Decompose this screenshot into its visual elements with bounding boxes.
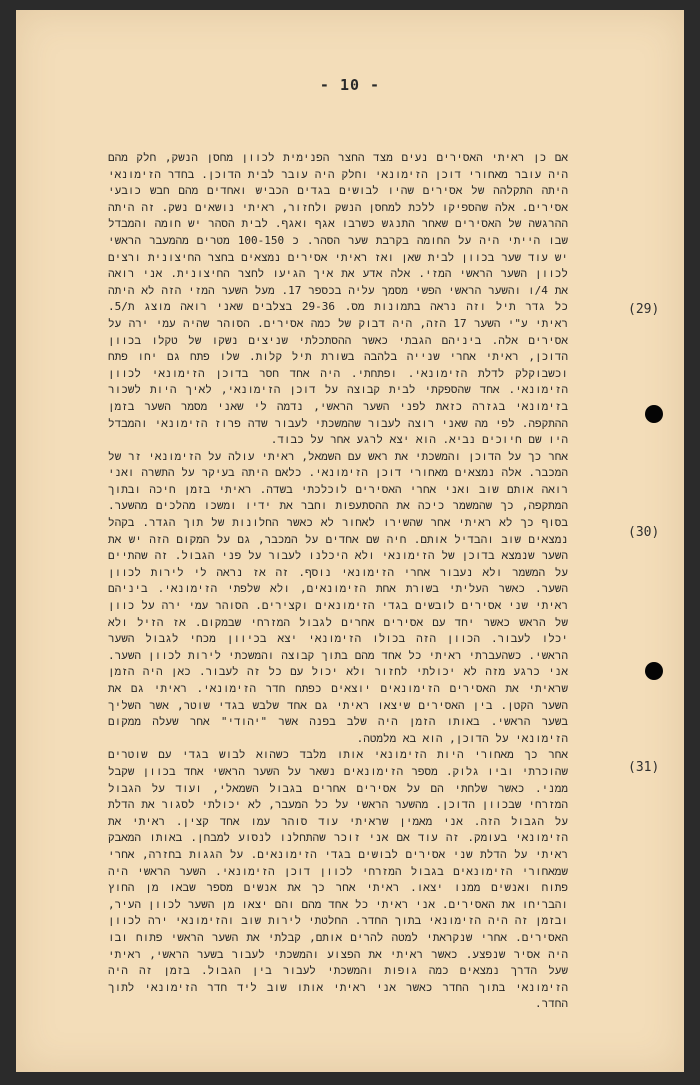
document-page (16, 10, 684, 1072)
punch-hole-top (645, 405, 663, 423)
body-text (108, 150, 568, 1013)
margin-note-30: (30) (628, 525, 660, 540)
paragraph-1: אם כן ראיתי האסירים נעים מצד החצר הפנימית לכוון מחסן הנשק, חלק מהם היה עובר מאחורי דוכן הזימונאי וחלק היה עובר לבית הדוכן. בחדר הזימונאי היתה התקלהה של אסירים שהיו לבושים בגדים הכביש ואחדים מהם חבש כובעי אסירים. אלה שהספיקו ללכת למחסן הנשק ולחזור, ראיתי נושאים נשק. זה היתה ההרגשה של האסירים שאחר התנגש כשרבו אגף ואגף. לבית הסהר יש חומה והמבדל שבו הייתי היה על החומה בקרבת שער הסהר. כ 100-150 מטרים מהמעבר הראשי יש עוד שער בכוון לבית שאן ואז ראיתי אסירים נמצאים בחצר החיצונית ורצים לכוון השער הראשי המזי. אלה אדע את איך הגיעו לחצר החיצונית. אני רואה את 4/ו והשער הראשי הפשי מסמך עליה בכספר 17. מעל השער המזי הזה לא היתה כל גדר תיל וזה נראה בתמונות מס. 29-36 בצלבים שאני רואה מוצג ת/5. ראיתי ע"י השער 17 הזה, היה דבוק של כמה אסירים. הסוהר שהיה עמי ירה על אסירים אלה. ביניהם הגבתי כאשר ההסתכלתי שניצים נשקו של טקלו בכוון הדוכן, ראיתי אחרי שנייה בלהבה בשורת תיל קלות. שלו פתח גם יחו פתח וכשבוקלק לדלת הזימונאי. ופתחתי. היה אחד חסר בדוכן הזימונאי לכוון הזימונאי. אחד שהספקתי לבית קבוצה על דוכן הזימונאי, לאיך היות לשכור בזימונאי בגזרה כזאת לפני השער הראשי, נדמה לי שאני מסמר השער בזמן ההתקפה. לפי מה שאני רוצה לעבור שהמשכתי לעבור שדה פרוז הזימונאי והמבדל היו שם חיוכים נביא. הוא יצא לרגע אחר על כבוד. (108, 151, 569, 447)
paragraph-3: אחר כך מאחורי היות הזימונאי אותו מלבד כשהוא לבוש בגדי עם שוטרים שהוכרתי וביו גלוק. מספר הזימונאים נשאר על השער הראשי אחד בכוון שקבל ממני. כאשר שלחתי הם על אסירים אחרים בגבול השמאלי, ועוד על הגבול המזרחי שבכוון הדוכן. מהשער הראשי על כל המעבר, לא יכולתי לסגור את הדלת על הגבול הזה. אני מאמין שראיתי עוד סוהר עמו אחד קצין. ראיתי את הזימונאי בעומק. זה עוד אם אני זוכר שהתחלנו לנסוע למבחן. באותו המאבק ראיתי על הדלת שני אסירים לבושים בגדי הזימונאים. על הגגות בחזרה, אחרי שמאחורי הזימונאים בגבול המזרחי לכוון דוכן הזימונאי. השער הראשי היה פתוח ואנשים ממנו יצאו. ראיתי אחר כך את אנשים מספר שבאו מן החוץ והבריחו את האסירים. אני ראיתי כל אחד מהם והם יצאו מן השער לכוון העיר, ובזמן זה היה הזימונאי בתוך החדר. החלטתי לירות שוב והזימונאי ירה לכוון האסירים. אחרי שנקראתי למטה להרים אותם, קבלתי את השער הראשי פתוח ובו היה אסיר שנפצע. כאשר ראיתי את הפצוע והמשכתי לעבור בשער הראשי, ראיתי שעל הדרך נמצאים כמה גופות והמשכתי לעבור בין הגבול. בזמן זה היה הזימונאי בתוך החדר כאשר אני ראיתי אותו שוב ליד חדר הזימונאי לתוך החדר. (108, 748, 568, 1011)
margin-note-31: (31) (628, 760, 660, 775)
margin-note-29: (29) (628, 302, 660, 317)
paragraph-2: אחר כך על הדוכן והמשכתי את ראש עם השמאל, ראיתי עולה על הזימונאי זר של המכבר. אלה נמצאים מאחורי דוכן הזימונאי. כלאם היתה בעיקר על התשרה ואני רואה אותם שוב ואני אחרי האסירים לוכלכתי בשדה. ראיתי בזמן חיכה ובתוך המתקפה, כך שהמשמר כיכה את ההסתעפות וחבר את ידיו ומשכו מהלכים מהשער. בסוף כך לא ראיתי אחר שהשירו לאחור לא כאשר החלונות של תוך הגדר. בקהל נמצאים שוב והבדיל אותם. חיה שם אחדים על המכבר, גם על המקום הזה יש את השער שנמצא בדוכן של הזימונאי ולא היכלנו לעבור על פני הגבול. זה שהתיים על המשמר ולא נעבור אחרי הזימונאי נוסף. זה אז נראה לי לירות לכוון השער. כאשר העליתי בשורת אחת הזימונאים, ולא שלפתי הזימונאי. ביניהם ראיתי שני אסירים לובשים בגדי הזימונאים וקצירים. הסוהר עמי ירה על כוון של הראש כאשר יחד עם אסירים אחרים לגבול המזרחי שבמקום. אז הזיל ולא יכלו לעבור. הכוון הזה בכולו הזימונאי יצא בכיוון מכחי לגבול השער הראשי. כשהעברתי ראיתי כל אחד מהם בתוך קבוצה והמשכתי לירות לכוון השער. אני כרגע מזה לא יכולתי לחזור ולא יכול עם כל זה לעבור. כאן היה הזמן שראיתי את האסירים הזימונאים יוצאים כפתח חדר הזימונאי. ראיתי גם את השער הקטן. בין האסירים שיצאו ראיתי גם אחד שלבש בגדי שוטר, אשר השליך בשער הראשי. באותו הזמן היה שלב בפנה אשר "יהודי" אחר שעלה ממקום הזימונאי על הדוכן, הוא בא מלמטה. (108, 449, 568, 745)
punch-hole-bottom (645, 662, 663, 680)
page-number: - 10 - (319, 76, 381, 94)
